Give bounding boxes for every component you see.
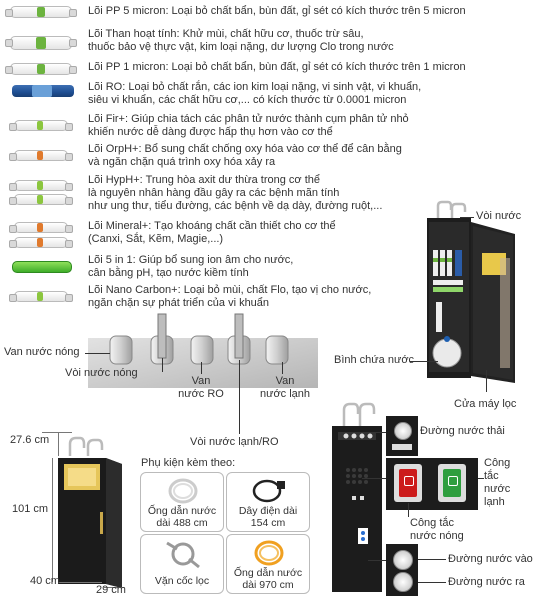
filter-desc-line: Lõi Mineral+: Tạo khoáng chất cần thiết cho cơ thể bbox=[88, 220, 336, 232]
machine-back-illustration bbox=[324, 398, 394, 598]
tank-label: Bình chứa nước bbox=[334, 354, 415, 366]
filter-desc-line: siêu vi khuẩn, các chất hữu cơ,... có kích thước từ 0.0001 micron bbox=[88, 94, 407, 107]
filter-desc-line: ngăn chặn sự phát triển của vi khuẩn bbox=[88, 297, 270, 310]
accessory-wrench bbox=[140, 534, 224, 594]
height-dim-line bbox=[52, 458, 53, 582]
top-dim-tick bbox=[58, 432, 59, 456]
filter-desc-line: Lõi OrpH+: Bổ sung chất chống oxy hóa vào cơ thể để cân bằng bbox=[88, 143, 402, 155]
depth-dim-line bbox=[58, 582, 102, 583]
orph-cartridge-icon bbox=[14, 150, 68, 161]
drain-tag bbox=[392, 444, 412, 450]
cold-switch-label bbox=[484, 457, 510, 509]
hyph-cartridge-icon-1 bbox=[14, 180, 68, 191]
filter-desc-hyph bbox=[88, 174, 382, 214]
drain-zoom-leader bbox=[372, 432, 386, 433]
mineral-cartridge-icon-1 bbox=[14, 222, 68, 233]
fir-cartridge-icon bbox=[14, 120, 68, 131]
filter-desc-nano bbox=[88, 284, 371, 310]
accessories-title: Phụ kiện kèm theo: bbox=[141, 457, 236, 469]
hot-switch-frame bbox=[394, 464, 422, 502]
tank-leader-line bbox=[410, 361, 438, 362]
filter-desc-5in1 bbox=[88, 254, 293, 280]
hot-switch-leader bbox=[408, 503, 409, 517]
hot-valve-label: Van nước nóng bbox=[4, 346, 80, 358]
ro-valve-leader bbox=[201, 362, 202, 374]
hyph-cartridge-icon-2 bbox=[14, 194, 68, 205]
tube-coil-icon bbox=[167, 477, 199, 505]
cold-ro-faucet-label: Vòi nước lạnh/RO bbox=[190, 436, 279, 448]
machine-front-illustration bbox=[40, 420, 140, 600]
filter-desc-line: Lõi PP 1 micron: Loại bỏ chất bẩn, bùn đất, gỉ sét có kích thước trên 1 micron bbox=[88, 61, 466, 73]
hot-valve-leader bbox=[85, 353, 110, 354]
machine-open-illustration bbox=[400, 198, 530, 398]
filter-desc-line: Lõi Nano Carbon+: Loại bỏ mùi, chất Flo, tạo vị cho nước, bbox=[88, 284, 372, 296]
filter-desc-line: Lõi Than hoạt tính: Khử mùi, chất hữu cơ, thuốc trừ sâu, bbox=[88, 28, 364, 40]
pp5-cartridge-icon bbox=[10, 6, 72, 18]
ro-valve-line: Van bbox=[191, 375, 211, 387]
accessory-tube-short bbox=[140, 472, 224, 532]
width-label: 29 cm bbox=[96, 584, 126, 596]
top-dim-line bbox=[42, 432, 72, 433]
drain-port-icon bbox=[394, 422, 412, 440]
filter-desc-line: Lõi Fir+: Giúp chia tách các phân tử nước thành cụm phân tử nhỏ bbox=[88, 113, 409, 125]
filter-desc-line: là nguyên nhân hàng đầu gây ra các bệnh mãn tính bbox=[88, 187, 340, 200]
accessory-power-cord bbox=[226, 472, 310, 532]
nano-carbon-cartridge-icon bbox=[14, 291, 68, 302]
cold-switch-line: Công bbox=[484, 457, 511, 469]
cold-switch-icon bbox=[443, 469, 461, 497]
drain-zoom bbox=[386, 416, 418, 456]
filter-desc-fir bbox=[88, 113, 409, 139]
accessory-caption-line: Ống dẫn nước bbox=[233, 567, 303, 579]
hot-faucet-leader bbox=[162, 358, 163, 372]
filter-desc-line: Lõi HypH+: Trung hòa axit dư thừa trong cơ thể bbox=[88, 174, 320, 186]
outlet-port-icon bbox=[393, 572, 413, 592]
cold-valve-line: nước lạnh bbox=[259, 388, 311, 400]
hot-switch-icon bbox=[399, 469, 417, 497]
cold-valve-label bbox=[258, 375, 312, 401]
switches-zoom bbox=[386, 458, 478, 510]
accessory-tube-long bbox=[226, 534, 310, 594]
filter-desc-line: khiến nước dễ dàng được hấp thụ hơn vào cơ thể bbox=[88, 126, 333, 139]
height-top-label: 27.6 cm bbox=[10, 434, 50, 446]
power-cord-icon bbox=[249, 477, 287, 505]
ro-valve-line: nước RO bbox=[178, 388, 224, 400]
accessory-caption-line: Vặn cốc lọc bbox=[154, 575, 210, 587]
pp1-cartridge-icon bbox=[10, 63, 72, 75]
door-leader-line bbox=[486, 370, 487, 392]
filter-desc-line: như ung thư, tiểu đường, các bệnh về dạ dày, đường ruột,... bbox=[88, 200, 383, 213]
accessory-caption-line: Dây điện dài bbox=[238, 505, 298, 517]
height-label: 101 cm bbox=[12, 503, 49, 515]
filter-desc-ro bbox=[88, 81, 421, 107]
faucet-leader-line bbox=[460, 217, 474, 218]
filter-desc-line: và ngăn chặn quá trình oxy hóa xảy ra bbox=[88, 156, 276, 169]
filter-wrench-icon bbox=[163, 539, 203, 569]
filter-desc-line: Lõi RO: Loại bỏ chất rắn, các ion kim loại nặng, vi sinh vật, vi khuẩn, bbox=[88, 81, 422, 93]
door-label: Cửa máy lọc bbox=[454, 398, 517, 410]
accessory-caption-line: dài 488 cm bbox=[156, 517, 208, 529]
hot-faucet-label: Vòi nước nóng bbox=[65, 367, 138, 379]
cold-valve-line: Van bbox=[275, 375, 295, 387]
filter-desc-line: Lõi PP 5 micron: Loại bỏ chất bẩn, bùn đất, gỉ sét có kích thước trên 5 micron bbox=[88, 5, 466, 17]
carbon-cartridge-icon bbox=[10, 36, 72, 50]
accessory-caption-line: dài 970 cm bbox=[242, 579, 294, 591]
hot-switch-label bbox=[410, 517, 464, 543]
orange-tube-coil-icon bbox=[253, 539, 285, 567]
filter-desc-line: thuốc bảo vệ thực vật, kim loại nặng, dư lượng Clo trong nước bbox=[88, 41, 394, 54]
depth-label: 40 cm bbox=[30, 575, 60, 587]
filter-desc-mineral bbox=[88, 220, 336, 246]
inlet-port-icon bbox=[393, 550, 413, 570]
filter-desc-line: Lõi 5 in 1: Giúp bổ sung ion âm cho nước, bbox=[88, 254, 294, 266]
filter-desc-orph bbox=[88, 143, 402, 169]
hot-switch-line: nước nóng bbox=[410, 530, 464, 542]
inlet-leader bbox=[418, 559, 446, 560]
cold-switch-frame bbox=[438, 464, 466, 502]
outlet-label: Đường nước ra bbox=[448, 576, 525, 588]
filter-desc-carbon bbox=[88, 28, 394, 54]
outlet-leader bbox=[418, 582, 446, 583]
cold-switch-line: tắc bbox=[484, 470, 499, 482]
filter-desc-pp1 bbox=[88, 61, 466, 74]
filter-desc-line: (Canxi, Sắt, Kẽm, Magie,...) bbox=[88, 233, 224, 246]
mineral-cartridge-icon-2 bbox=[14, 237, 68, 248]
drain-label: Đường nước thải bbox=[420, 425, 505, 437]
cold-switch-line: nước bbox=[484, 483, 511, 495]
cold-ro-faucet-leader bbox=[239, 360, 240, 434]
ro-valve-label bbox=[176, 375, 226, 401]
accessory-caption-line: 154 cm bbox=[250, 517, 286, 529]
faucet-label: Vòi nước bbox=[476, 210, 522, 222]
inlet-label: Đường nước vào bbox=[448, 553, 533, 565]
accessory-caption-line: Ống dẫn nước bbox=[147, 505, 217, 517]
hot-switch-line: Công tắc bbox=[410, 517, 455, 529]
filter-desc-pp5 bbox=[88, 5, 466, 18]
filter-desc-line: cân bằng pH, tạo nước kiềm tính bbox=[88, 267, 249, 280]
ports-zoom bbox=[386, 544, 418, 596]
ports-zoom-leader bbox=[368, 560, 386, 561]
cold-valve-leader bbox=[282, 362, 283, 374]
five-in-one-cartridge-icon bbox=[12, 261, 72, 273]
ro-membrane-icon bbox=[12, 85, 74, 97]
switch-zoom-leader bbox=[362, 478, 386, 479]
cold-switch-line: lạnh bbox=[484, 496, 505, 508]
